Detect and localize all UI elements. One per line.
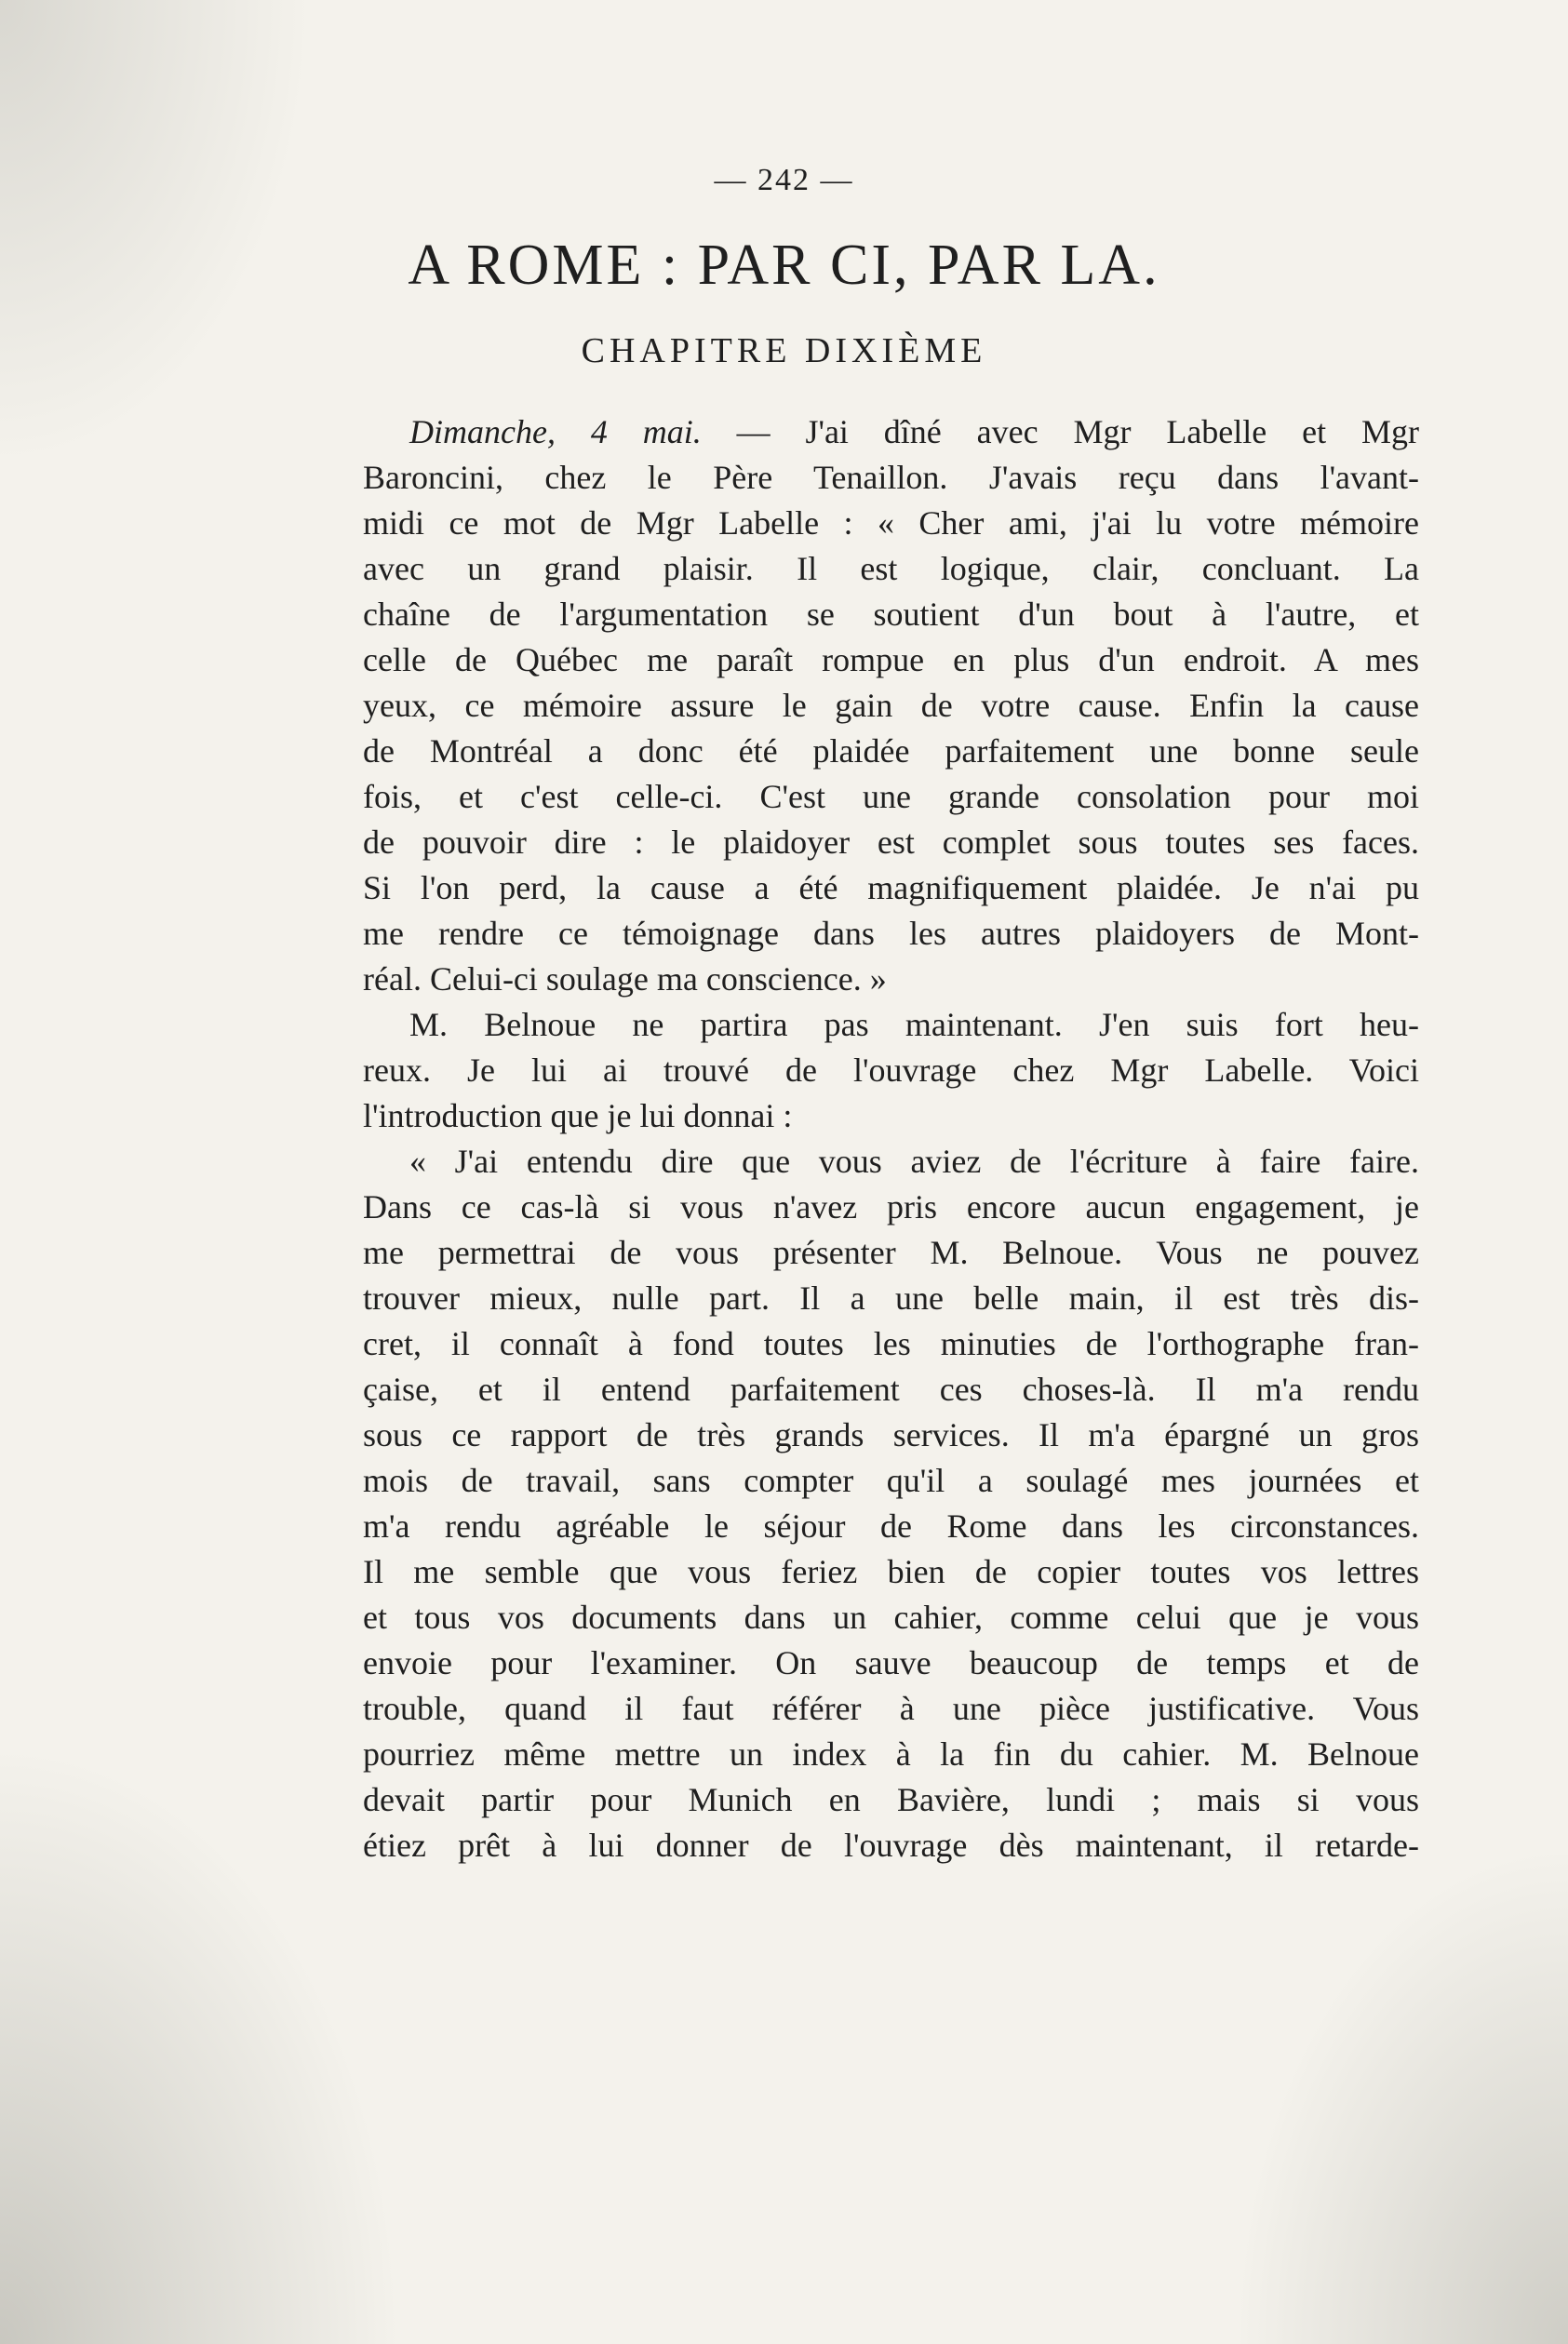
text-line: chaîne de l'argumentation se soutient d'un bout à l'autre, et — [363, 596, 1419, 633]
text-line: cret, il connaît à fond toutes les minuties de l'orthographe fran- — [363, 1325, 1419, 1362]
text-line-content: — J'ai dîné avec Mgr Labelle et Mgr — [736, 413, 1419, 450]
text-line: midi ce mot de Mgr Labelle : « Cher ami, j'ai lu votre mémoire — [363, 504, 1419, 542]
body-text — [363, 409, 1419, 1869]
text-line: étiez prêt à lui donner de l'ouvrage dès maintenant, il retarde- — [363, 1827, 1419, 1864]
text-line: « J'ai entendu dire que vous aviez de l'écriture à faire faire. — [409, 1143, 1419, 1180]
running-title: A ROME : PAR CI, PAR LA. — [408, 234, 1160, 297]
page-number: — 242 — — [714, 163, 854, 197]
text-line: et tous vos documents dans un cahier, comme celui que je vous — [363, 1599, 1419, 1636]
text-line: pourriez même mettre un index à la fin du cahier. M. Belnoue — [363, 1735, 1419, 1773]
text-line: sous ce rapport de très grands services. Il m'a épargné un gros — [363, 1416, 1419, 1453]
text-line: celle de Québec me paraît rompue en plus d'un endroit. A mes — [363, 641, 1419, 678]
text-line — [363, 409, 1419, 455]
text-line: me permettrai de vous présenter M. Belnoue. Vous ne pouvez — [363, 1234, 1419, 1271]
text-line: de pouvoir dire : le plaidoyer est complet sous toutes ses faces. — [363, 824, 1419, 861]
text-line: devait partir pour Munich en Bavière, lundi ; mais si vous — [363, 1781, 1419, 1818]
text-line: fois, et c'est celle-ci. C'est une grande consolation pour moi — [363, 778, 1419, 815]
text-line: réal. Celui-ci soulage ma conscience. » — [363, 960, 887, 998]
date-lead: Dimanche, 4 mai. — [409, 413, 702, 450]
text-line: trouble, quand il faut référer à une pièce justificative. Vous — [363, 1690, 1419, 1727]
text-line: mois de travail, sans compter qu'il a soulagé mes journées et — [363, 1462, 1419, 1499]
text-line: reux. Je lui ai trouvé de l'ouvrage chez Mgr Labelle. Voici — [363, 1051, 1419, 1089]
text-line: yeux, ce mémoire assure le gain de votre cause. Enfin la cause — [363, 687, 1419, 724]
text-line: Dans ce cas-là si vous n'avez pris encore aucun engagement, je — [363, 1188, 1419, 1226]
text-line: envoie pour l'examiner. On sauve beaucoup de temps et de — [363, 1644, 1419, 1681]
chapter-heading: CHAPITRE DIXIÈME — [581, 331, 987, 370]
text-line: Il me semble que vous feriez bien de copier toutes vos lettres — [363, 1553, 1419, 1590]
text-line: l'introduction que je lui donnai : — [363, 1097, 793, 1134]
text-line: trouver mieux, nulle part. Il a une belle main, il est très dis- — [363, 1279, 1419, 1317]
text-line: m'a rendu agréable le séjour de Rome dans les circonstances. — [363, 1507, 1419, 1545]
text-line: Si l'on perd, la cause a été magnifiquement plaidée. Je n'ai pu — [363, 869, 1419, 906]
text-line: M. Belnoue ne partira pas maintenant. J'en suis fort heu- — [409, 1006, 1419, 1043]
text-line: me rendre ce témoignage dans les autres plaidoyers de Mont- — [363, 915, 1419, 952]
text-line: Baroncini, chez le Père Tenaillon. J'avais reçu dans l'avant- — [363, 459, 1419, 496]
text-line: de Montréal a donc été plaidée parfaitement une bonne seule — [363, 732, 1419, 770]
text-line: çaise, et il entend parfaitement ces choses-là. Il m'a rendu — [363, 1371, 1419, 1408]
text-line: avec un grand plaisir. Il est logique, clair, concluant. La — [363, 550, 1419, 587]
